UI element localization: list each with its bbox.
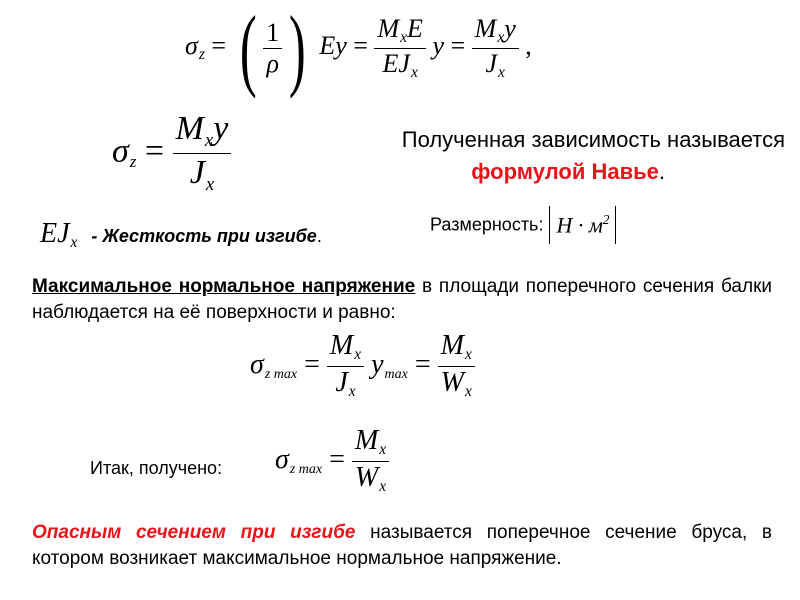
equation-result: σz max = $\frac{Mx}{Wx}$ bbox=[275, 425, 389, 498]
equation-navier: σz = $\frac{\text{Mxy}}{Jx}$ bbox=[112, 110, 231, 197]
left-paren: ( bbox=[239, 0, 257, 99]
dangerous-section-paragraph: Опасным сечением при изгибе называется поперечное сечение бруса, в котором возникает максимальное нормальное напряжение. bbox=[32, 522, 772, 569]
fraction-mxy-over-jx: $\frac{M_xy}{J_x}$ bbox=[472, 14, 519, 83]
dangerous-section-term: Опасным сечением при изгибе bbox=[32, 522, 356, 543]
sigma-symbol: σ bbox=[185, 30, 198, 60]
equation-top: $\sigma_z$ = ( $\frac{1}{\rho}$ ) Ey = $\frac{M_xE}{EJ_x}$ y = $\frac{M_xy}{J_x}$ , bbox=[185, 0, 532, 99]
comma: , bbox=[525, 30, 532, 60]
dimension-label: Размерность: bbox=[430, 214, 544, 235]
sigma-subscript: z bbox=[129, 152, 137, 172]
curvature-fraction bbox=[263, 18, 282, 79]
fraction-mxy-over-jx: $\frac{\text{Mxy}}{Jx}$ bbox=[173, 110, 232, 197]
dimension-line bbox=[430, 206, 616, 244]
fraction-mx-over-wx: $\frac{Mx}{Wx}$ bbox=[352, 425, 389, 498]
curvature-numerator: 1 bbox=[266, 17, 280, 47]
curvature-denominator: ρ bbox=[263, 48, 282, 79]
stiffness-symbol: EJ bbox=[40, 218, 70, 249]
fraction-mxe-over-ejx: $\frac{M_xE}{EJ_x}$ bbox=[374, 14, 425, 83]
result-label: Итак, получено: bbox=[90, 458, 223, 478]
sigma-subscript: z bbox=[198, 46, 205, 64]
sigma-symbol: σ bbox=[112, 132, 129, 170]
right-paren: ) bbox=[289, 0, 306, 99]
ey-term: Ey bbox=[319, 30, 347, 60]
navier-formula-name: формулой Навье bbox=[471, 159, 659, 184]
equation-max-stress: σz max = $\frac{Mx}{Jx}$ ymax = $\frac{Mx}{Wx}$ bbox=[250, 330, 475, 403]
dimension-unit: $Н \cdot м^2$ bbox=[549, 206, 616, 244]
equals-sign: = bbox=[211, 30, 227, 60]
max-stress-term: Максимальное нормальное напряжение bbox=[32, 276, 416, 297]
stiffness-line: EJx - Жесткость при изгибе. bbox=[40, 218, 322, 252]
stiffness-text: - Жесткость при изгибе bbox=[91, 226, 317, 246]
navier-line-1: Полученная зависимость называется bbox=[401, 127, 785, 152]
fraction-mx-over-jx: $\frac{Mx}{Jx}$ bbox=[327, 330, 364, 403]
max-stress-paragraph: Максимальное нормальное напряжение в площади поперечного сечения балки наблюдается на её поверхности и равно: bbox=[32, 276, 773, 323]
navier-caption: Полученная зависимость называется формулой Навье. bbox=[310, 124, 785, 188]
y-term: y bbox=[432, 30, 444, 60]
fraction-mx-over-wx: $\frac{Mx}{Wx}$ bbox=[438, 330, 475, 403]
